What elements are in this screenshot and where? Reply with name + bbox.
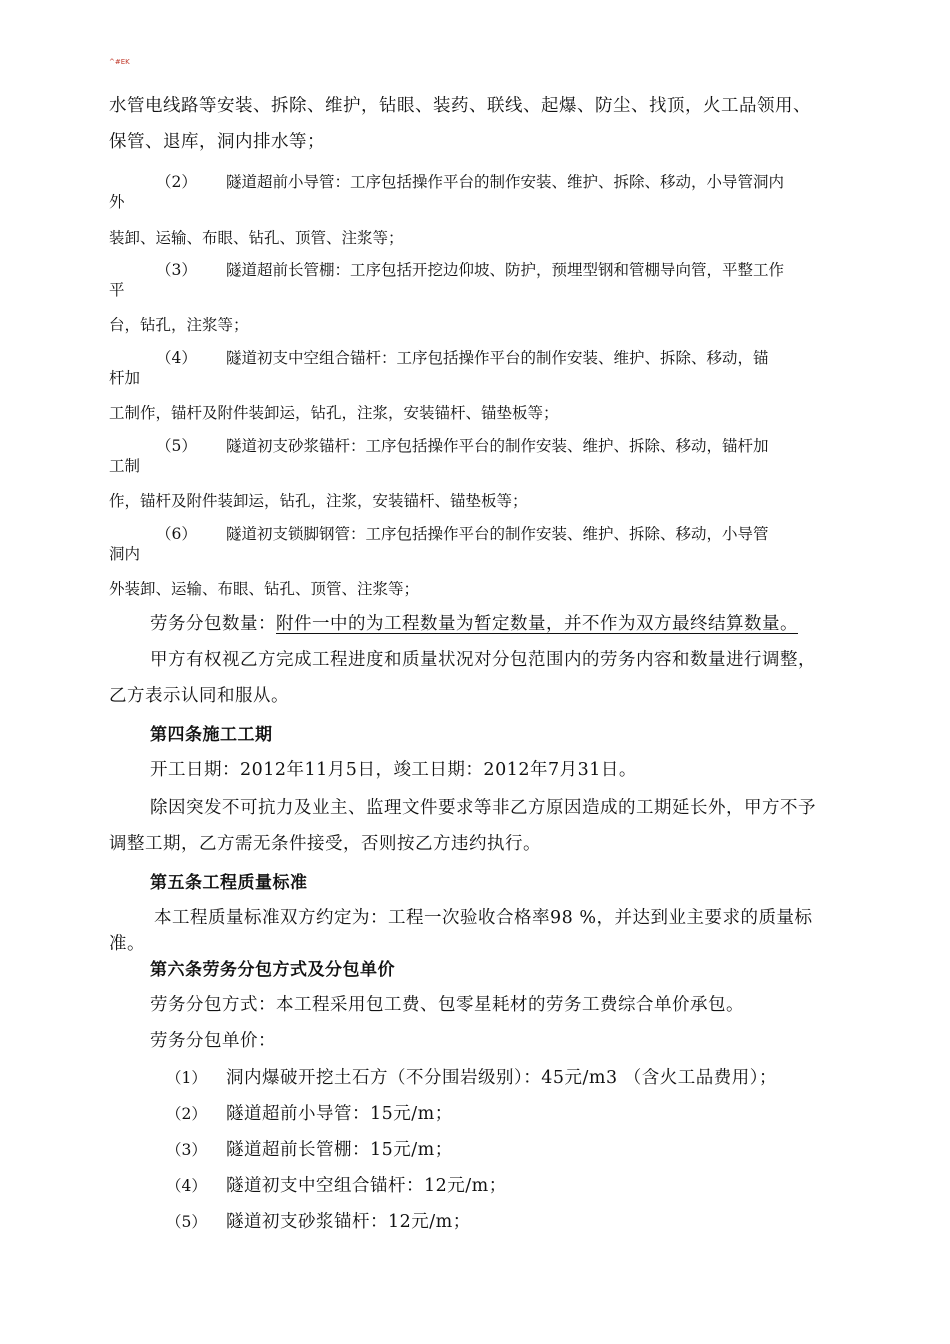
scope-item-5-line-1: 隧道初支砂浆锚杆：工序包括操作平台的制作安装、维护、拆除、移动，锚杆加 [226,437,769,455]
price-item-2-text: 隧道超前小导管：15元/m； [226,1104,453,1124]
price-item-1-number: （1） [166,1069,207,1087]
article-5-line-2: 准。 [109,934,145,954]
adjust-line-1: 甲方有权视乙方完成工程进度和质量状况对分包范围内的劳务内容和数量进行调整， [150,650,816,670]
article-4-line-2: 调整工期，乙方需无条件接受，否则按乙方违约执行。 [109,834,541,854]
quantity-paragraph [150,610,798,635]
intro-line-2: 保管、退库，洞内排水等； [109,132,325,152]
price-item-1-text: 洞内爆破开挖土石方（不分围岩级别）：45元/m3 （含火工品费用）； [226,1068,777,1088]
article-6-method: 劳务分包方式：本工程采用包工费、包零星耗材的劳务工费综合单价承包。 [150,995,744,1015]
price-item-4-text: 隧道初支中空组合锚杆：12元/m； [226,1176,507,1196]
scope-item-2-line-3: 装卸、运输、布眼、钻孔、顶管、注浆等； [109,229,404,247]
price-item-3-number: （3） [166,1141,207,1159]
article-6-heading: 第六条劳务分包方式及分包单价 [150,960,395,980]
scope-item-2-number: （2） [156,173,197,191]
scope-item-5-number: （5） [156,437,197,455]
scope-item-6-line-1: 隧道初支锁脚钢管：工序包括操作平台的制作安装、维护、拆除、移动，小导管 [226,525,769,543]
adjust-line-2: 乙方表示认同和服从。 [109,686,289,706]
price-item-3-text: 隧道超前长管棚：15元/m； [226,1140,453,1160]
scope-item-3-line-1: 隧道超前长管棚：工序包括开挖边仰坡、防护，预埋型钢和管棚导向管，平整工作 [226,261,785,279]
scope-item-2-line-1: 隧道超前小导管：工序包括操作平台的制作安装、维护、拆除、移动，小导管洞内 [226,173,785,191]
article-4-heading: 第四条施工工期 [150,725,273,745]
quantity-underlined-text: 附件一中的为工程数量为暂定数量，并不作为双方最终结算数量。 [276,614,798,634]
scope-item-4-line-1: 隧道初支中空组合锚杆：工序包括操作平台的制作安装、维护、拆除、移动，锚 [226,349,769,367]
article-5-heading: 第五条工程质量标准 [150,873,308,893]
article-5-line-1: 本工程质量标准双方约定为：工程一次验收合格率98 %，并达到业主要求的质量标 [154,908,813,928]
scope-item-5-line-2: 工制 [109,457,141,475]
scope-item-4-number: （4） [156,349,197,367]
scope-item-6-line-2: 洞内 [109,545,141,563]
quantity-label: 劳务分包数量： [150,614,276,634]
scope-item-4-line-2: 杆加 [109,369,141,387]
intro-line-1: 水管电线路等安装、拆除、维护，钻眼、装药、联线、起爆、防尘、找顶，火工品领用、 [109,96,811,116]
price-item-4-number: （4） [166,1177,207,1195]
scope-item-6-line-3: 外装卸、运输、布眼、钻孔、顶管、注浆等； [109,580,420,598]
price-item-5-number: （5） [166,1213,207,1231]
scope-item-6-number: （6） [156,525,197,543]
article-4-dates: 开工日期：2012年11月5日，竣工日期：2012年7月31日。 [150,760,637,780]
scope-item-2-line-2: 外 [109,193,125,211]
price-item-2-number: （2） [166,1105,207,1123]
scope-item-3-number: （3） [156,261,197,279]
article-6-price-label: 劳务分包单价： [150,1031,276,1051]
article-4-line-1: 除因突发不可抗力及业主、监理文件要求等非乙方原因造成的工期延长外，甲方不予 [150,798,816,818]
price-item-5-text: 隧道初支砂浆锚杆：12元/m； [226,1212,471,1232]
scope-item-3-line-3: 台，钻孔，注浆等； [109,316,249,334]
scope-item-3-line-2: 平 [109,281,125,299]
header-mark: ^#EK [109,58,130,66]
scope-item-5-line-3: 作，锚杆及附件装卸运，钻孔，注浆，安装锚杆、锚垫板等； [109,492,528,510]
scope-item-4-line-3: 工制作，锚杆及附件装卸运，钻孔，注浆，安装锚杆、锚垫板等； [109,404,559,422]
